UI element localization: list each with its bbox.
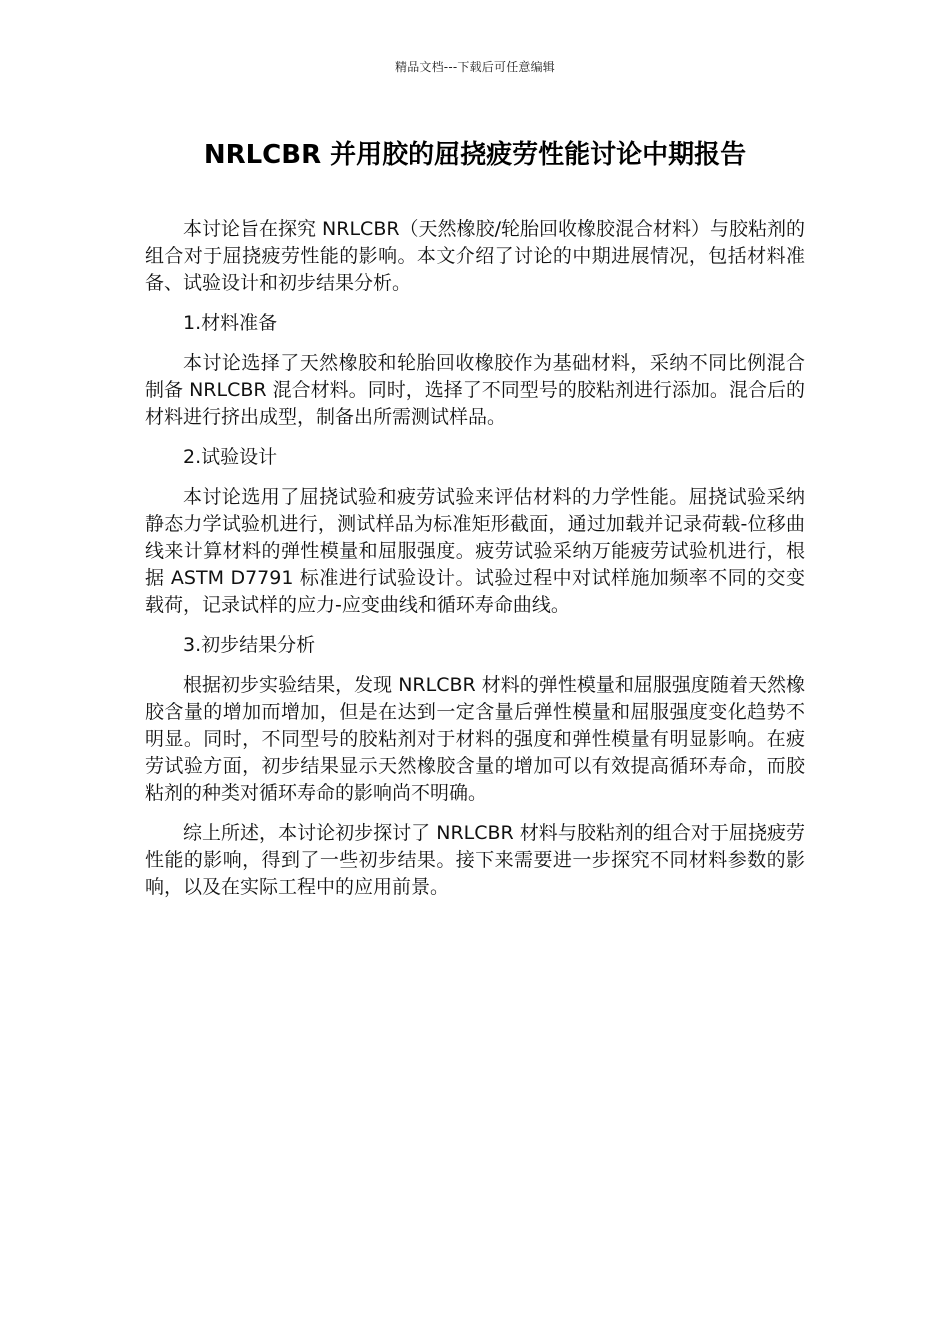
section-heading-results: 3.初步结果分析 [183,634,316,656]
document-title: NRLCBR 并用胶的屈挠疲劳性能讨论中期报告 [203,140,747,170]
section-body-test-design: 本讨论选用了屈挠试验和疲劳试验来评估材料的力学性能。屈挠试验采纳静态力学试验机进行，测试样品为标准矩形截面，通过加载并记录荷载-位移曲线来计算材料的弹性模量和屈服强度。疲劳试验采纳万能疲劳试验机进行，根据 ASTM D7791 标准进行试验设计。试验过程中对试样施加频率不同的交变载荷，记录试样的应力-应变曲线和循环寿命曲线。 [145,486,805,616]
conclusion-paragraph: 综上所述，本讨论初步探讨了 NRLCBR 材料与胶粘剂的组合对于屈挠疲劳性能的影响，得到了一些初步结果。接下来需要进一步探究不同材料参数的影响，以及在实际工程中的应用前景。 [145,822,805,898]
section-body-materials: 本讨论选择了天然橡胶和轮胎回收橡胶作为基础材料，采纳不同比例混合制备 NRLCBR 混合材料。同时，选择了不同型号的胶粘剂进行添加。混合后的材料进行挤出成型，制备出所需测试样品。 [145,352,805,428]
document-body [145,216,805,914]
header-note: 精品文档---下载后可任意编辑 [395,60,555,74]
intro-paragraph: 本讨论旨在探究 NRLCBR（天然橡胶/轮胎回收橡胶混合材料）与胶粘剂的组合对于屈挠疲劳性能的影响。本文介绍了讨论的中期进展情况，包括材料准备、试验设计和初步结果分析。 [145,218,805,294]
section-heading-materials: 1.材料准备 [183,312,278,334]
section-body-results: 根据初步实验结果，发现 NRLCBR 材料的弹性模量和屈服强度随着天然橡胶含量的增加而增加，但是在达到一定含量后弹性模量和屈服强度变化趋势不明显。同时，不同型号的胶粘剂对于材料的强度和弹性模量有明显影响。在疲劳试验方面，初步结果显示天然橡胶含量的增加可以有效提高循环寿命，而胶粘剂的种类对循环寿命的影响尚不明确。 [145,674,805,804]
section-heading-test-design: 2.试验设计 [183,446,278,468]
